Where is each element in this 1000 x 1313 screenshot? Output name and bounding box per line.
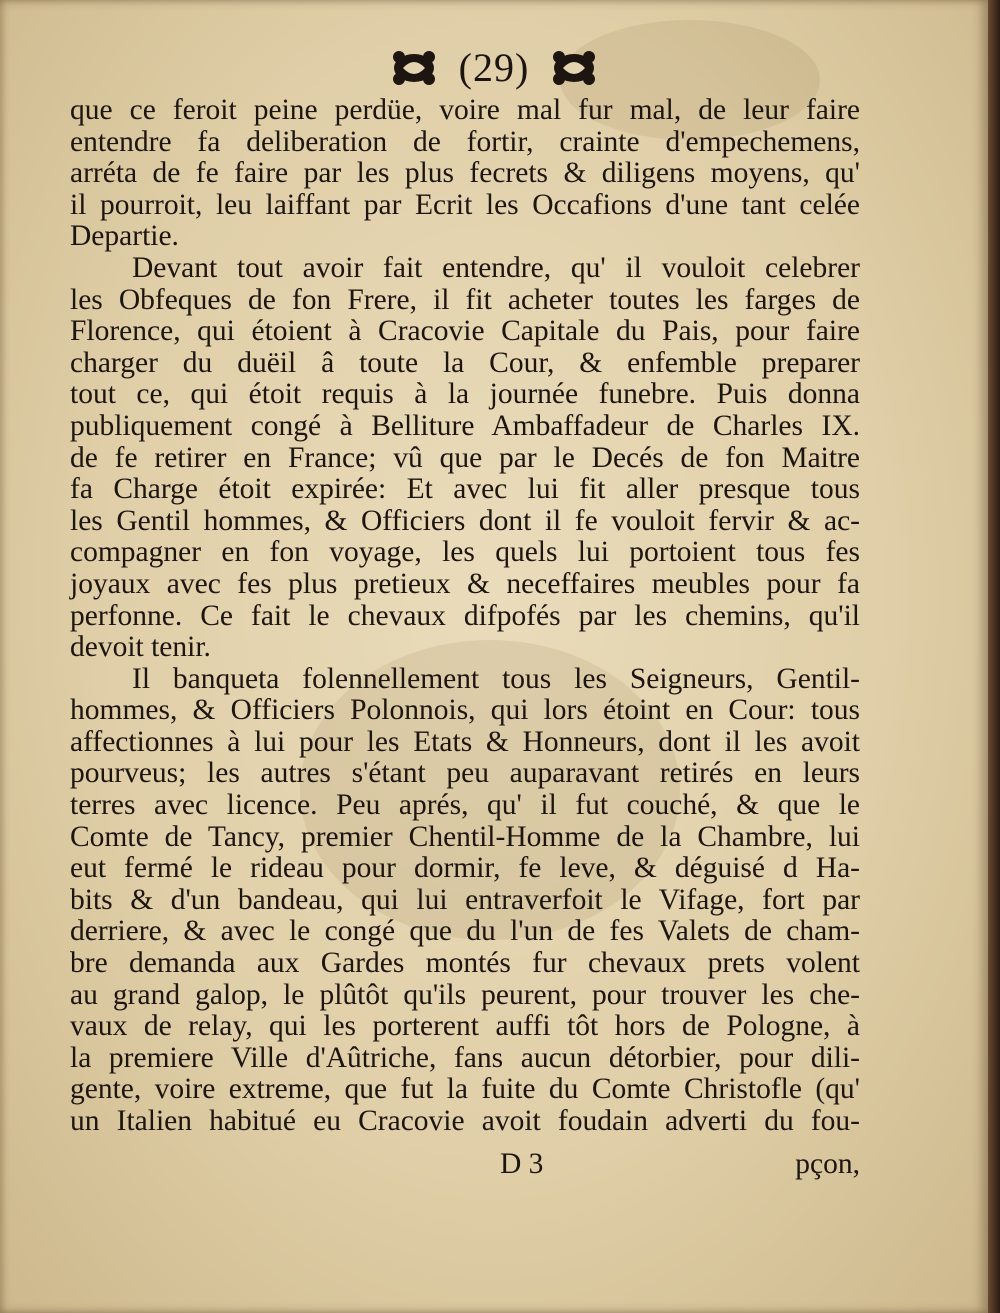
text-line: il pourroit, leu laiffant par Ecrit les Occafions d'une tant celée [70,188,860,221]
text-line: derriere, & avec le congé que du l'un de fes Valets de cham- [70,915,860,948]
text-line: les Gentil hommes, & Officiers dont il fe vouloit fervir & ac- [70,504,860,537]
text-line: vaux de relay, qui les porterent auffi tôt hors de Pologne, à [70,1010,860,1043]
text-line: tout ce, qui étoit requis à la journée funebre. Puis donna [70,378,860,411]
text-line: affectionnes à lui pour les Etats & Honneurs, dont il les avoit [70,725,860,758]
text-line: entendre fa deliberation de fortir, crainte d'empechemens, [70,125,860,158]
text-line: terres avec licence. Peu aprés, qu' il fut couché, & que le [70,789,860,822]
text-line: publiquement congé à Belliture Ambaffadeur de Charles IX. [70,409,860,442]
text-line: eut fermé le rideau pour dormir, fe leve, & déguisé d Ha- [70,852,860,885]
text-line: compagner en fon voyage, les quels lui portoient tous fes [70,536,860,569]
catchword: pçon, [795,1148,860,1180]
text-line: Departie. [70,220,179,253]
fleuron-ornament-icon [551,48,597,88]
text-line: bits & d'un bandeau, qui lui entraverfoit le Vifage, fort par [70,883,860,916]
fleuron-ornament-icon [391,48,437,88]
text-line: les Obfeques de fon Frere, il fit acheter toutes les farges de [70,283,860,316]
page-footer [70,1148,860,1182]
page-header [0,44,988,91]
text-line: fa Charge étoit expirée: Et avec lui fit aller presque tous [70,473,860,506]
signature-mark: D 3 [500,1148,544,1180]
text-line: de fe retirer en France; vû que par le Decés de fon Maitre [70,441,860,474]
text-line: devoit tenir. [70,631,211,664]
text-line: un Italien habitué eu Cracovie avoit foudain adverti du fou- [70,1105,860,1137]
text-line: Devant tout avoir fait entendre, qu' il vouloit celebrer [132,251,860,284]
text-line: Il banqueta folennellement tous les Seigneurs, Gentil- [132,662,860,695]
body-text [70,95,860,1138]
text-line: au grand galop, le plûtôt qu'ils peurent, pour trouver les che- [70,978,860,1011]
text-line: Comte de Tancy, premier Chentil-Homme de la Chambre, lui [70,820,860,853]
text-line: gente, voire extreme, que fut la fuite du Comte Christofle (qu' [70,1073,860,1106]
text-line: perfonne. Ce fait le chevaux difpofés par les chemins, qu'il [70,599,860,632]
text-line: bre demanda aux Gardes montés fur chevaux prets volent [70,947,860,980]
text-line: que ce feroit peine perdüe, voire mal fur mal, de leur faire [70,94,860,126]
text-line: Florence, qui étoient à Cracovie Capitale du Pais, pour faire [70,315,860,348]
text-line: hommes, & Officiers Polonnois, qui lors étoint en Cour: tous [70,694,860,727]
text-line: arréta de fe faire par les plus fecrets & diligens moyens, qu' [70,157,860,190]
text-line: pourveus; les autres s'étant peu auparavant retirés en leurs [70,757,860,790]
page-number: (29) [458,45,530,90]
text-line: charger du duëil â toute la Cour, & enfemble preparer [70,346,860,379]
text-line: joyaux avec fes plus pretieux & neceffaires meubles pour fa [70,567,860,600]
text-line: la premiere Ville d'Aûtriche, fans aucun détorbier, pour dili- [70,1041,860,1074]
page-edge [988,0,1000,1313]
